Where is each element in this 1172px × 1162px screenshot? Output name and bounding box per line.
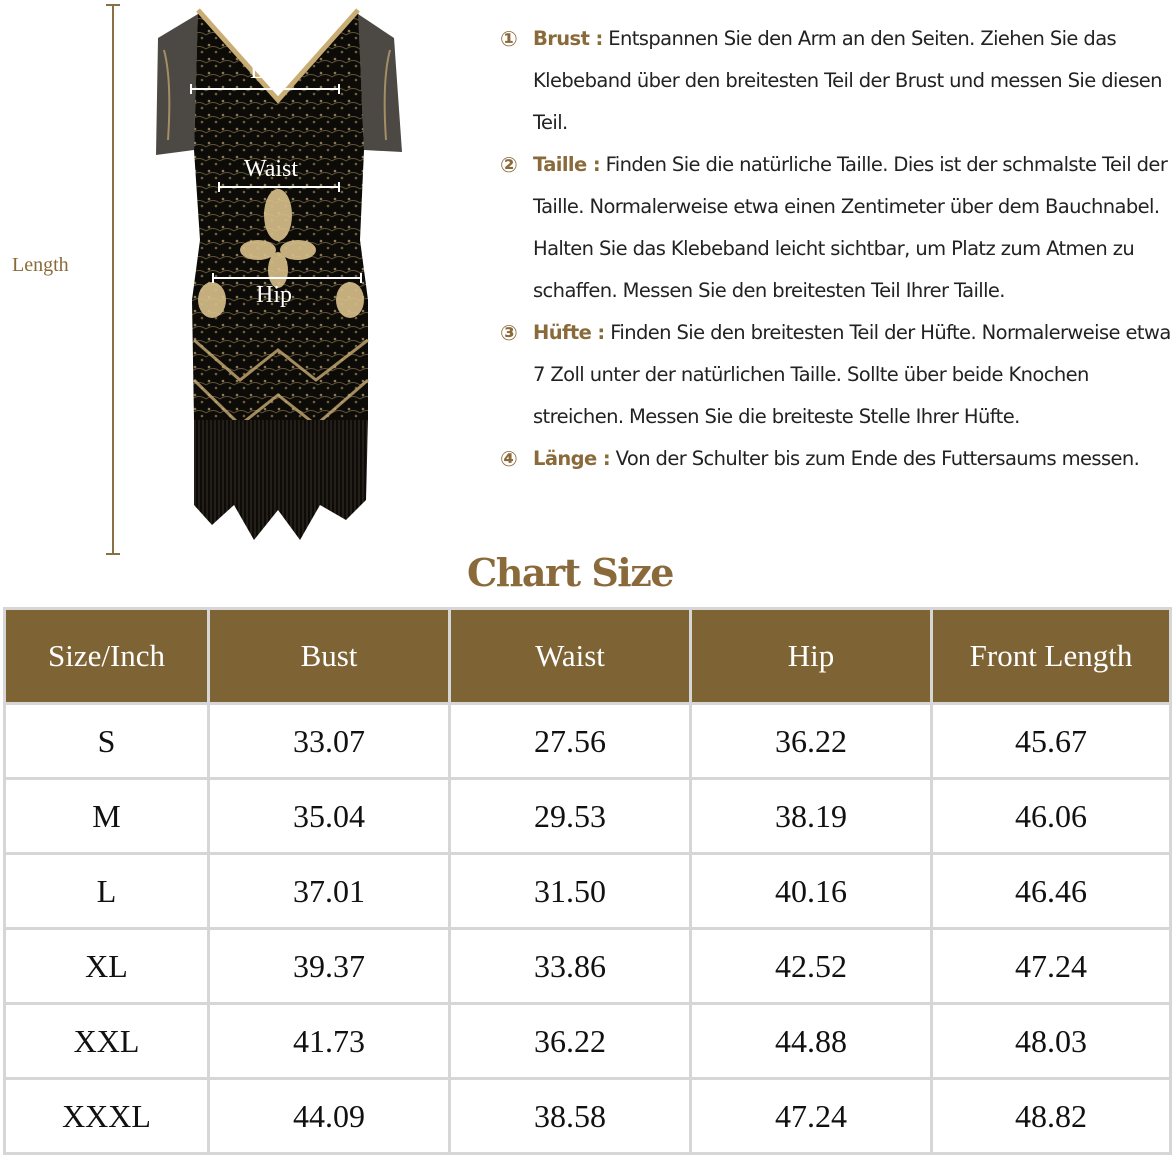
waist-cell: 38.58 xyxy=(450,1079,691,1154)
waist-cell: 27.56 xyxy=(450,704,691,779)
chart-size-title: Chart Size xyxy=(467,550,673,595)
instruction-number: ④ xyxy=(500,447,518,471)
bust-cell: 39.37 xyxy=(209,929,450,1004)
waist-cell: 36.22 xyxy=(450,1004,691,1079)
instruction-text: Von der Schulter bis zum Ende des Futtersaums messen. xyxy=(610,447,1140,470)
front-length-cell: 48.82 xyxy=(932,1079,1171,1154)
front-length-cell: 47.24 xyxy=(932,929,1171,1004)
header-front-length: Front Length xyxy=(932,609,1171,704)
instruction-term: Taille : xyxy=(533,153,601,176)
header-waist: Waist xyxy=(450,609,691,704)
measurement-instructions xyxy=(500,18,1172,480)
bust-measure-line xyxy=(190,88,340,90)
hip-measure-line xyxy=(212,277,362,279)
waist-cell: 31.50 xyxy=(450,854,691,929)
table-header-row xyxy=(5,609,1171,704)
bust-cell: 37.01 xyxy=(209,854,450,929)
instruction-number: ③ xyxy=(500,321,518,345)
header-size: Size/Inch xyxy=(5,609,209,704)
size-cell: L xyxy=(5,854,209,929)
instruction-waist xyxy=(500,144,1172,312)
waist-label: Waist xyxy=(244,156,299,182)
instruction-text: Entspannen Sie den Arm an den Seiten. Ziehen Sie das Klebeband über den breitesten Teil der Brust und messen Sie diesen Teil. xyxy=(533,27,1162,134)
hip-cell: 40.16 xyxy=(691,854,932,929)
instruction-term: Hüfte : xyxy=(533,321,605,344)
instruction-number: ② xyxy=(500,153,518,177)
hip-cell: 36.22 xyxy=(691,704,932,779)
instruction-term: Länge : xyxy=(533,447,611,470)
size-cell: XXXL xyxy=(5,1079,209,1154)
size-cell: XXL xyxy=(5,1004,209,1079)
table-row xyxy=(5,1079,1171,1154)
table-row xyxy=(5,1004,1171,1079)
hip-cell: 44.88 xyxy=(691,1004,932,1079)
instruction-term: Brust : xyxy=(533,27,603,50)
table-row xyxy=(5,704,1171,779)
bust-cell: 41.73 xyxy=(209,1004,450,1079)
front-length-cell: 46.06 xyxy=(932,779,1171,854)
dress-measurement-illustration xyxy=(0,0,470,560)
hip-cell: 47.24 xyxy=(691,1079,932,1154)
instruction-text: Finden Sie die natürliche Taille. Dies ist der schmalste Teil der Taille. Normalerweise etwa einen Zentimeter über dem Bauchnabel. Halten Sie das Klebeband leicht sichtbar, um Platz zum Atmen zu schaffen. Messen Sie den breitesten Teil Ihrer Taille. xyxy=(533,153,1168,302)
bust-cell: 35.04 xyxy=(209,779,450,854)
instruction-text: Finden Sie den breitesten Teil der Hüfte. Normalerweise etwa 7 Zoll unter der natürlichen Taille. Sollte über beide Knochen streichen. Messen Sie die breiteste Stelle Ihrer Hüfte. xyxy=(533,321,1171,428)
table-row xyxy=(5,779,1171,854)
size-chart-table xyxy=(3,607,1172,1155)
waist-measure-line xyxy=(218,186,340,188)
instruction-length xyxy=(500,438,1172,480)
size-cell: S xyxy=(5,704,209,779)
bust-cell: 44.09 xyxy=(209,1079,450,1154)
instruction-hip xyxy=(500,312,1172,438)
table-row xyxy=(5,929,1171,1004)
waist-cell: 33.86 xyxy=(450,929,691,1004)
length-measure-line xyxy=(112,4,114,555)
hip-label: Hip xyxy=(256,282,292,308)
header-hip: Hip xyxy=(691,609,932,704)
front-length-cell: 45.67 xyxy=(932,704,1171,779)
table-row xyxy=(5,854,1171,929)
bust-cell: 33.07 xyxy=(209,704,450,779)
front-length-cell: 46.46 xyxy=(932,854,1171,929)
hip-cell: 42.52 xyxy=(691,929,932,1004)
waist-cell: 29.53 xyxy=(450,779,691,854)
length-label: Length xyxy=(12,254,69,276)
instruction-number: ① xyxy=(500,27,518,51)
hip-cell: 38.19 xyxy=(691,779,932,854)
instruction-bust xyxy=(500,18,1172,144)
front-length-cell: 48.03 xyxy=(932,1004,1171,1079)
length-top-tick xyxy=(106,4,120,6)
header-bust: Bust xyxy=(209,609,450,704)
size-cell: XL xyxy=(5,929,209,1004)
size-cell: M xyxy=(5,779,209,854)
bust-label: Bust xyxy=(250,58,295,84)
